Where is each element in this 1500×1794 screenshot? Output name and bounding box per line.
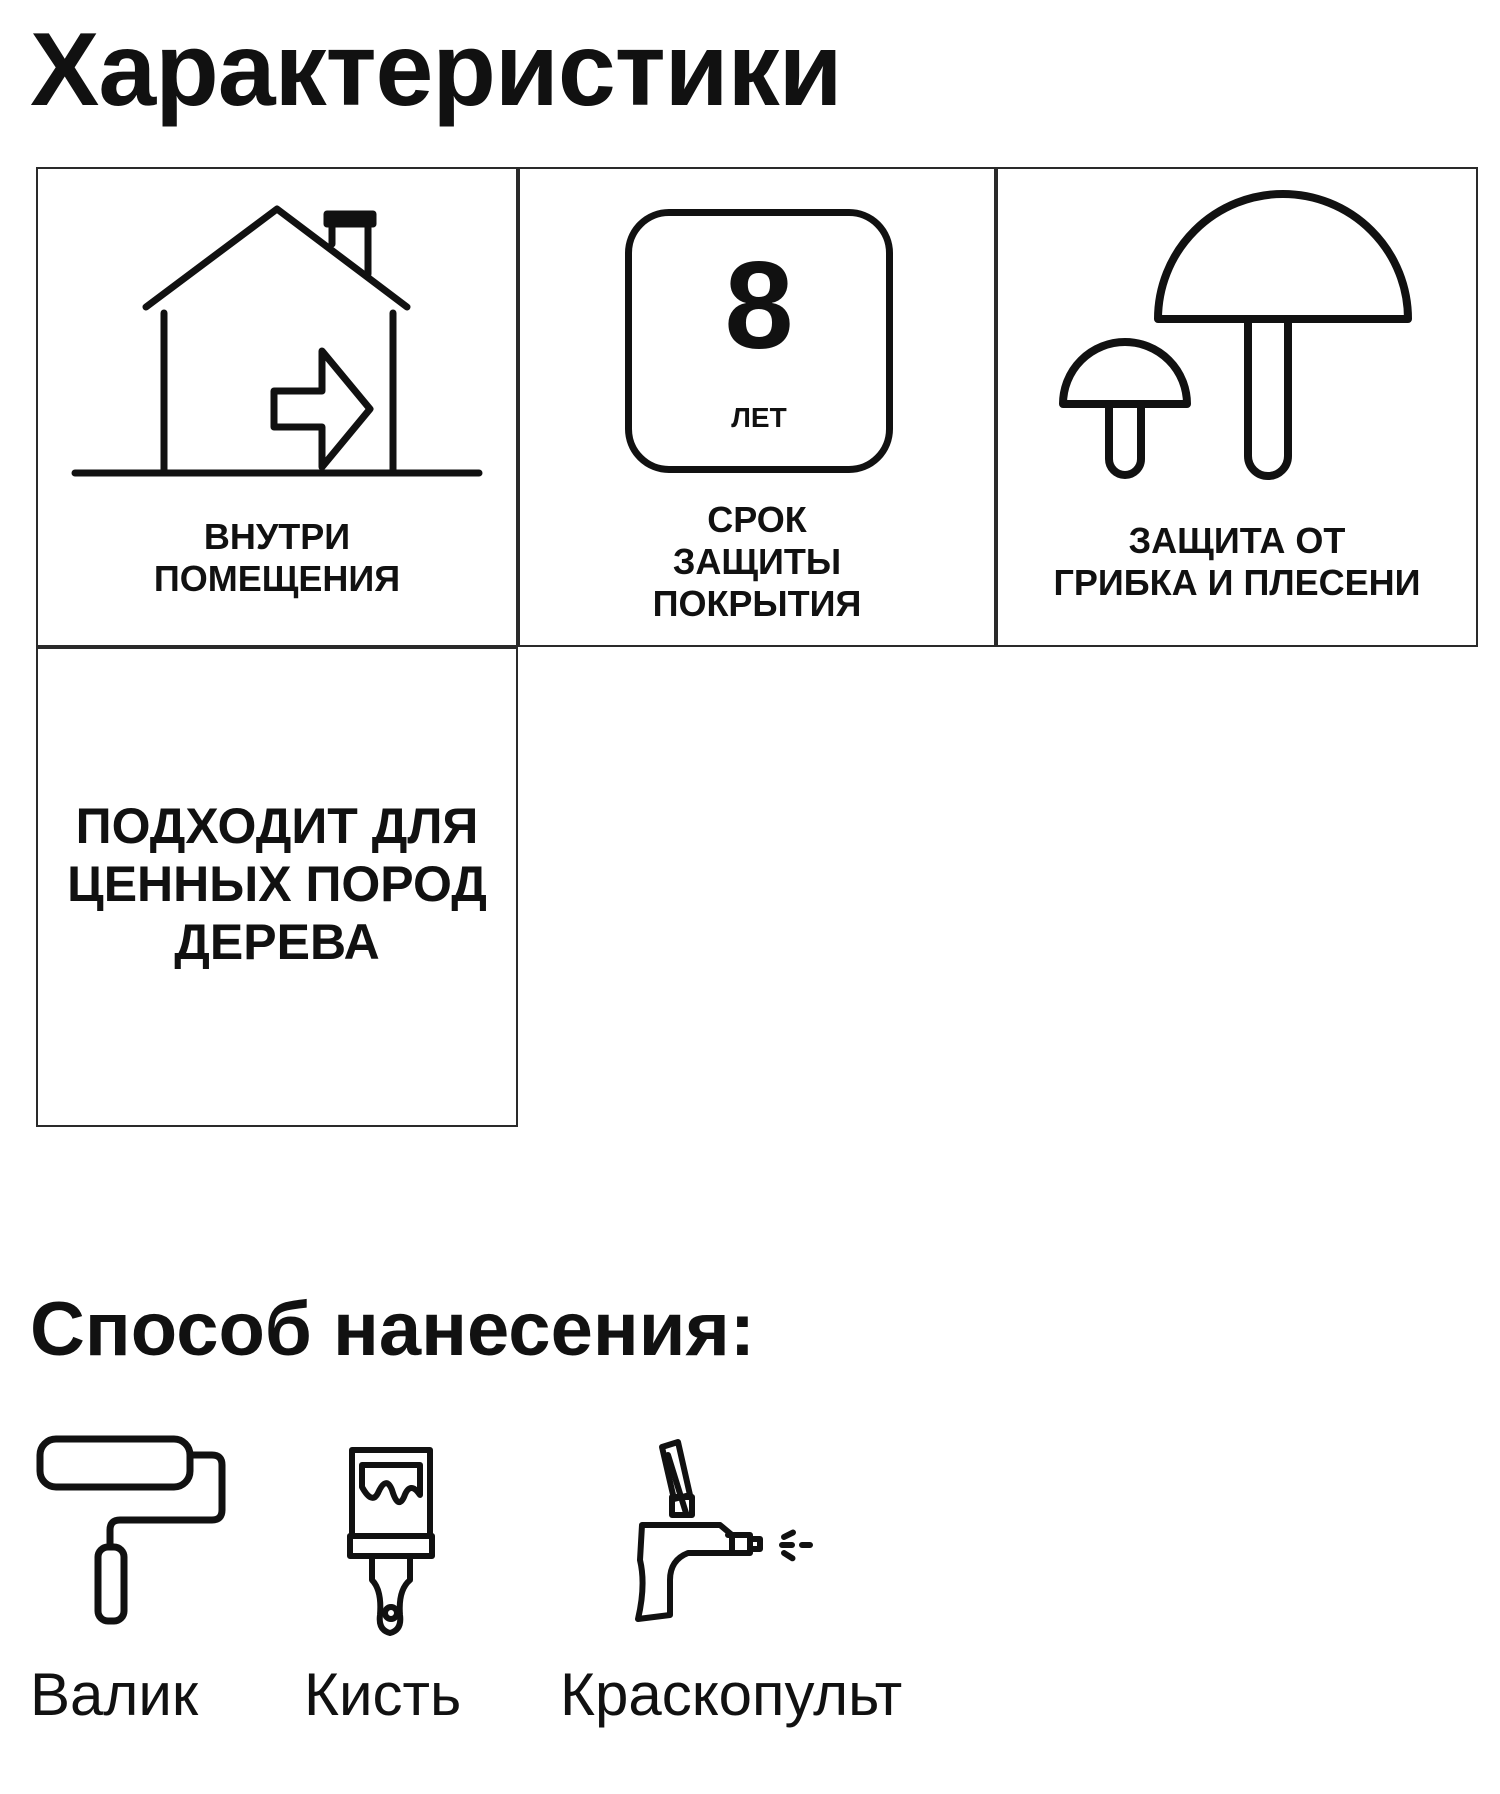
- tool-label: Кисть: [304, 1661, 462, 1728]
- protection-years-badge-icon: [625, 209, 893, 473]
- feature-caption-line: ДЕРЕВА: [174, 914, 380, 970]
- feature-caption-line: ПОКРЫТИЯ: [652, 583, 862, 625]
- feature-caption-line: ЗАЩИТЫ: [672, 541, 842, 583]
- tool-roller: [30, 1435, 236, 1735]
- badge-number: 8: [724, 237, 794, 375]
- house-inside-arrow-icon: [38, 169, 520, 469]
- feature-tile-valuable-wood: [36, 647, 518, 1127]
- feature-caption-line: ГРИБКА И ПЛЕСЕНИ: [1053, 562, 1421, 604]
- feature-caption-line: ПОМЕЩЕНИЯ: [153, 558, 401, 600]
- spray-gun-icon: [560, 1435, 900, 1655]
- paint-brush-icon: [310, 1435, 510, 1655]
- feature-tile-protection-term: [518, 167, 996, 647]
- feature-caption-line: ВНУТРИ: [203, 516, 351, 557]
- tool-label: Краскопульт: [560, 1661, 903, 1728]
- tool-spray-gun: [560, 1435, 903, 1735]
- feature-caption-line: ПОДХОДИТ ДЛЯ: [75, 798, 479, 854]
- feature-caption-line: ЗАЩИТА ОТ: [1128, 520, 1346, 561]
- feature-caption-line: СРОК: [707, 499, 807, 540]
- tool-label: Валик: [30, 1661, 199, 1728]
- page-title: Характеристики: [30, 12, 842, 128]
- feature-tile-indoor: [36, 167, 518, 647]
- tool-brush: [304, 1435, 510, 1735]
- paint-roller-icon: [36, 1435, 236, 1635]
- badge-unit: ЛЕТ: [731, 402, 787, 433]
- feature-caption-line: ЦЕННЫХ ПОРОД: [67, 856, 487, 912]
- mushrooms-icon: [998, 169, 1480, 489]
- application-method-title: Способ нанесения:: [30, 1287, 756, 1372]
- feature-tile-fungus: [996, 167, 1478, 647]
